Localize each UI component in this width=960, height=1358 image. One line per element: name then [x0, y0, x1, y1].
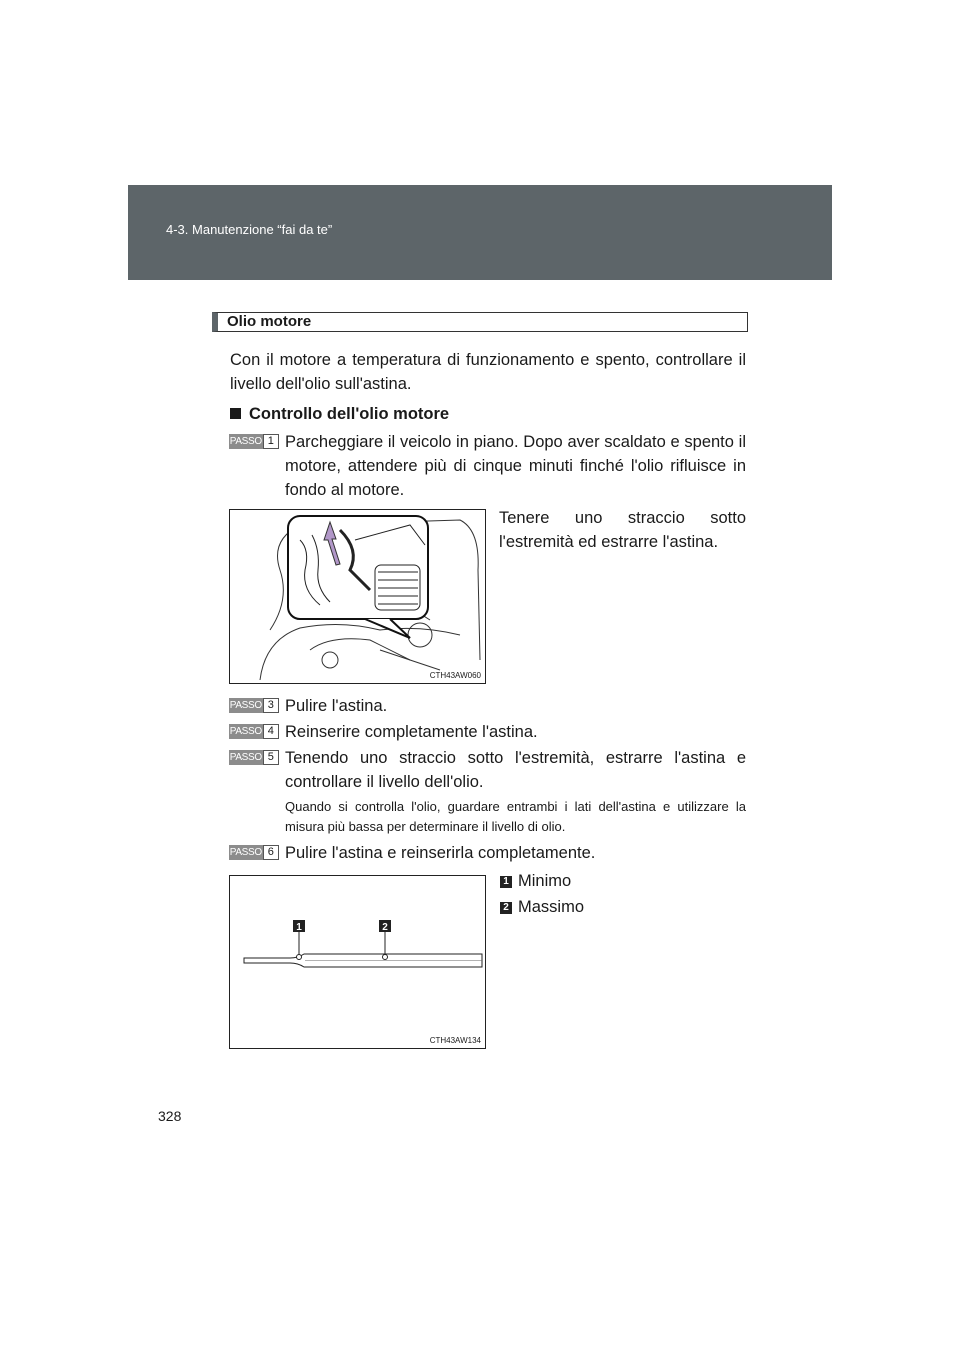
legend-item-minimum [500, 872, 571, 891]
step-label: PASSO [229, 847, 262, 858]
step-badge-3 [229, 698, 279, 713]
dipstick-level-figure [229, 875, 486, 1049]
legend-item-maximum [500, 898, 584, 917]
square-bullet-icon [230, 408, 241, 419]
step-text-6: Pulire l'astina e reinserirla completamente. [285, 844, 596, 862]
subsection-title-text: Controllo dell'olio motore [249, 405, 450, 423]
step-label: PASSO [229, 700, 262, 711]
dipstick-illustration [230, 876, 485, 1048]
step-badge-5 [229, 750, 279, 765]
page-number: 328 [158, 1108, 182, 1124]
step-number: 5 [263, 750, 279, 765]
step-text-4: Reinserire completamente l'astina. [285, 723, 538, 741]
step-badge-6 [229, 845, 279, 860]
step-number: 1 [263, 434, 279, 449]
step-text-1: Parcheggiare il veicolo in piano. Dopo aver scaldato e spento il motore, attendere più di cinque minuti finché l'olio rifluisce in fondo al motore. [285, 433, 746, 499]
step-number: 3 [263, 698, 279, 713]
legend-badge: 2 [500, 902, 512, 914]
step-text-2: Tenere uno straccio sotto l'estremità ed estrarre l'astina. [499, 509, 746, 551]
intro-paragraph: Con il motore a temperatura di funzionamento e spento, controllare il livello dell'olio sull'astina. [230, 351, 746, 393]
marker-2-label: 2 [382, 922, 388, 933]
legend-label: Minimo [518, 872, 572, 890]
step-label: PASSO [229, 726, 262, 737]
legend-label: Massimo [518, 898, 585, 916]
step-badge-4 [229, 724, 279, 739]
chapter-header-bar [128, 185, 832, 280]
step-label: PASSO [229, 752, 262, 763]
step-number: 4 [263, 724, 279, 739]
step-text-3: Pulire l'astina. [285, 697, 388, 715]
step-badge-1 [229, 434, 279, 449]
chapter-title: 4-3. Manutenzione “fai da te” [166, 222, 333, 237]
engine-illustration [230, 510, 485, 683]
engine-dipstick-figure [229, 509, 486, 684]
marker-1-label: 1 [296, 922, 302, 933]
legend-badge: 1 [500, 876, 512, 888]
step-label: PASSO [229, 436, 262, 447]
figure-code: CTH43AW060 [429, 671, 481, 680]
subsection-title [230, 405, 449, 424]
section-title: Olio motore [212, 312, 748, 332]
figure-code: CTH43AW134 [429, 1036, 481, 1045]
step-text-5: Tenendo uno straccio sotto l'estremità, estrarre l'astina e controllare il livello dell'olio. [285, 749, 746, 791]
step-number: 6 [263, 845, 279, 860]
note-paragraph: Quando si controlla l'olio, guardare entrambi i lati dell'astina e utilizzare la misura più bassa per determinare il livello di olio. [285, 799, 746, 834]
